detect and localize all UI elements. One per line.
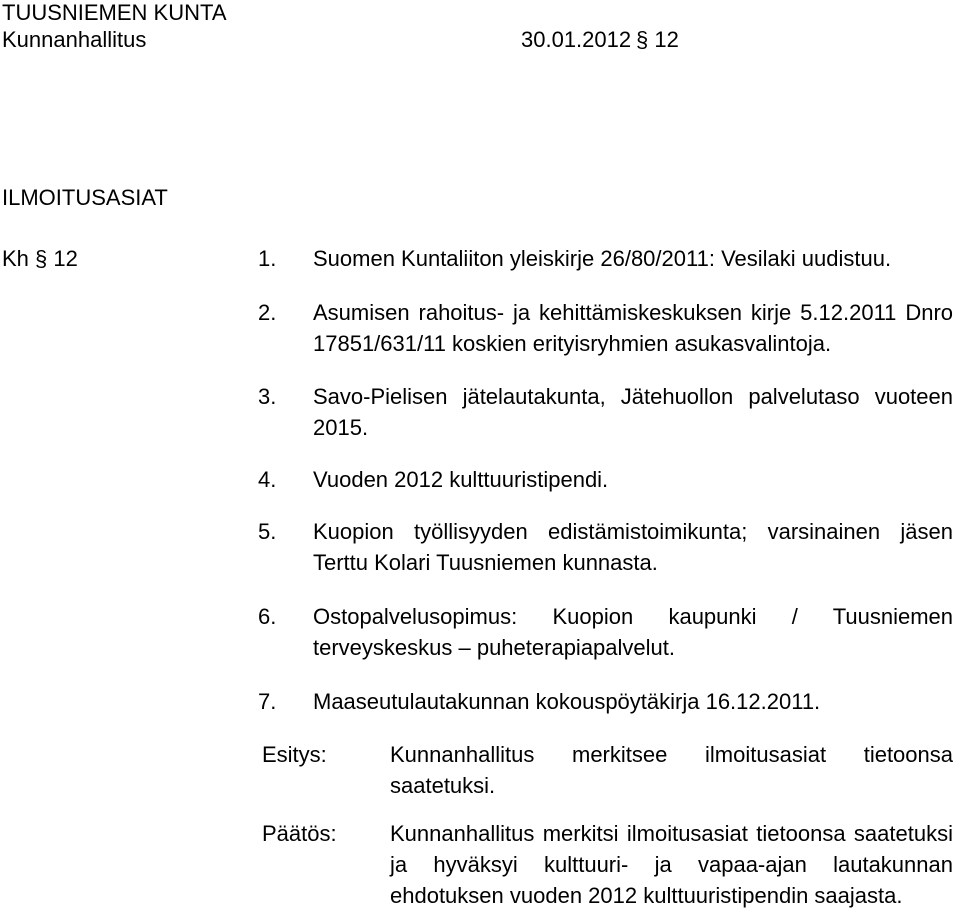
item-number: 3. [258, 384, 277, 409]
item-number: 1. [258, 246, 277, 271]
item-number: 4. [258, 467, 277, 492]
decision-text: Kunnanhallitus merkitsi ilmoitusasiat tietoonsa saatetuksi ja hyväksyi kulttuuri- ja vapaa-ajan lautakunnan ehdotuksen vuoden 2012 kulttuuristipendin saajasta. [390, 821, 953, 908]
body-name: Kunnanhallitus [2, 27, 147, 52]
list-item: Asumisen rahoitus- ja kehittämiskeskuksen kirje 5.12.2011 Dnro 17851/631/11 koskien erityisryhmien asukasvalintoja. [313, 300, 953, 356]
proposal-text: Kunnanhallitus merkitsee ilmoitusasiat tietoonsa saatetuksi. [390, 742, 953, 798]
item-number: 2. [258, 300, 277, 325]
section-label: Kh § 12 [2, 246, 78, 271]
section-ref: § 12 [636, 27, 679, 52]
list-item: Vuoden 2012 kulttuuristipendi. [313, 467, 609, 492]
list-item: Savo-Pielisen jätelautakunta, Jätehuollon palvelutaso vuoteen 2015. [313, 384, 953, 440]
item-number: 6. [258, 604, 277, 629]
document-title: ILMOITUSASIAT [2, 185, 168, 210]
meeting-date: 30.01.2012 [521, 27, 632, 52]
list-item: Suomen Kuntaliiton yleiskirje 26/80/2011: Vesilaki uudistuu. [313, 246, 892, 271]
municipality-name: TUUSNIEMEN KUNTA [2, 0, 227, 25]
proposal-label: Esitys: [262, 742, 327, 767]
item-number: 7. [258, 689, 277, 714]
list-item: Kuopion työllisyyden edistämistoimikunta; varsinainen jäsen Terttu Kolari Tuusniemen kunnasta. [313, 519, 953, 575]
item-number: 5. [258, 519, 277, 544]
list-item: Maaseutulautakunnan kokouspöytäkirja 16.12.2011. [313, 689, 821, 714]
list-item: Ostopalvelusopimus: Kuopion kaupunki / Tuusniemen terveyskeskus – puheterapiapalvelut. [313, 604, 953, 660]
decision-label: Päätös: [262, 821, 337, 846]
